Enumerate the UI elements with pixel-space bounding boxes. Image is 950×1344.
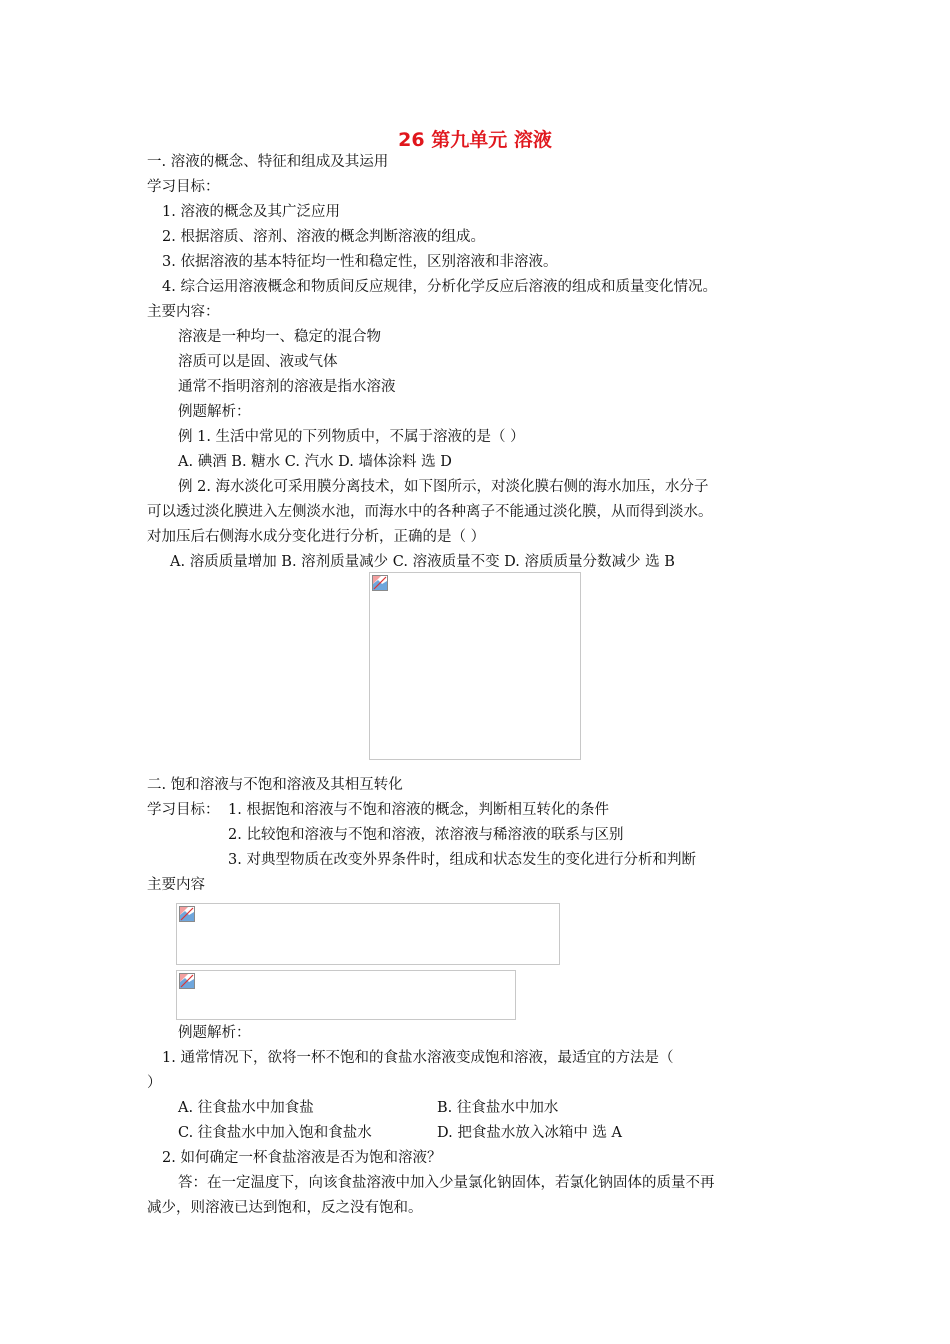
- example-2-options: A. 溶质质量增加 B. 溶剂质量减少 C. 溶液质量不变 D. 溶质质量分数减少 选 B: [170, 554, 675, 570]
- content-image-placeholder: [176, 903, 560, 965]
- question-1-line-1: 1. 通常情况下，欲将一杯不饱和的食盐水溶液变成饱和溶液，最适宜的方法是（: [162, 1050, 674, 1066]
- goal-item: 3. 对典型物质在改变外界条件时，组成和状态发生的变化进行分析和判断: [228, 852, 696, 868]
- answer-line-1: 答：在一定温度下，向该食盐溶液中加入少量氯化钠固体，若氯化钠固体的质量不再: [178, 1175, 715, 1191]
- goal-item: 2. 根据溶质、溶剂、溶液的概念判断溶液的组成。: [162, 229, 485, 245]
- goal-item: 4. 综合运用溶液概念和物质间反应规律，分析化学反应后溶液的组成和质量变化情况。: [162, 279, 717, 295]
- section-2-goals-label: 学习目标：: [147, 802, 220, 818]
- section-2-heading: 二. 饱和溶液与不饱和溶液及其相互转化: [147, 777, 403, 793]
- goal-item: 1. 根据饱和溶液与不饱和溶液的概念，判断相互转化的条件: [228, 802, 609, 818]
- question-2: 2. 如何确定一杯食盐溶液是否为饱和溶液？: [162, 1150, 442, 1166]
- examples-label: 例题解析：: [178, 404, 251, 420]
- diagram-image-placeholder: [369, 572, 581, 760]
- section-1-content-label: 主要内容：: [147, 304, 220, 320]
- question-1-line-2: ）: [147, 1075, 162, 1091]
- section-1-goals-label: 学习目标：: [147, 179, 220, 195]
- example-1-options: A. 碘酒 B. 糖水 C. 汽水 D. 墙体涂料 选 D: [178, 454, 452, 470]
- broken-image-icon: [372, 575, 388, 591]
- question-1-option-b: B. 往食盐水中加水: [437, 1100, 559, 1116]
- content-item: 溶液是一种均一、稳定的混合物: [178, 329, 381, 345]
- question-1-option-c: C. 往食盐水中加入饱和食盐水: [178, 1125, 372, 1141]
- goal-item: 3. 依据溶液的基本特征均一性和稳定性，区别溶液和非溶液。: [162, 254, 558, 270]
- section-1-heading: 一. 溶液的概念、特征和组成及其运用: [147, 154, 389, 170]
- goal-item: 2. 比较饱和溶液与不饱和溶液，浓溶液与稀溶液的联系与区别: [228, 827, 624, 843]
- answer-line-2: 减少，则溶液已达到饱和，反之没有饱和。: [147, 1200, 423, 1216]
- section-2-examples-label: 例题解析：: [178, 1025, 251, 1041]
- content-item: 通常不指明溶剂的溶液是指水溶液: [178, 379, 396, 395]
- example-2-question-line-2: 可以透过淡化膜进入左侧淡水池，而海水中的各种离子不能通过淡化膜，从而得到淡水。: [147, 504, 713, 520]
- page-title: 26 第九单元 溶液: [398, 129, 552, 151]
- broken-image-icon: [179, 973, 195, 989]
- section-2-content-label: 主要内容: [147, 877, 205, 893]
- example-2-question-line-1: 例 2. 海水淡化可采用膜分离技术，如下图所示，对淡化膜右侧的海水加压，水分子: [178, 479, 709, 495]
- broken-image-icon: [179, 906, 195, 922]
- content-item: 溶质可以是固、液或气体: [178, 354, 338, 370]
- question-1-option-a: A. 往食盐水中加食盐: [178, 1100, 314, 1116]
- example-1-question: 例 1. 生活中常见的下列物质中，不属于溶液的是（ ）: [178, 429, 525, 445]
- example-2-question-line-3: 对加压后右侧海水成分变化进行分析，正确的是（ ）: [147, 529, 486, 545]
- content-image-placeholder: [176, 970, 516, 1020]
- goal-item: 1. 溶液的概念及其广泛应用: [162, 204, 340, 220]
- question-1-option-d: D. 把食盐水放入冰箱中 选 A: [437, 1125, 623, 1141]
